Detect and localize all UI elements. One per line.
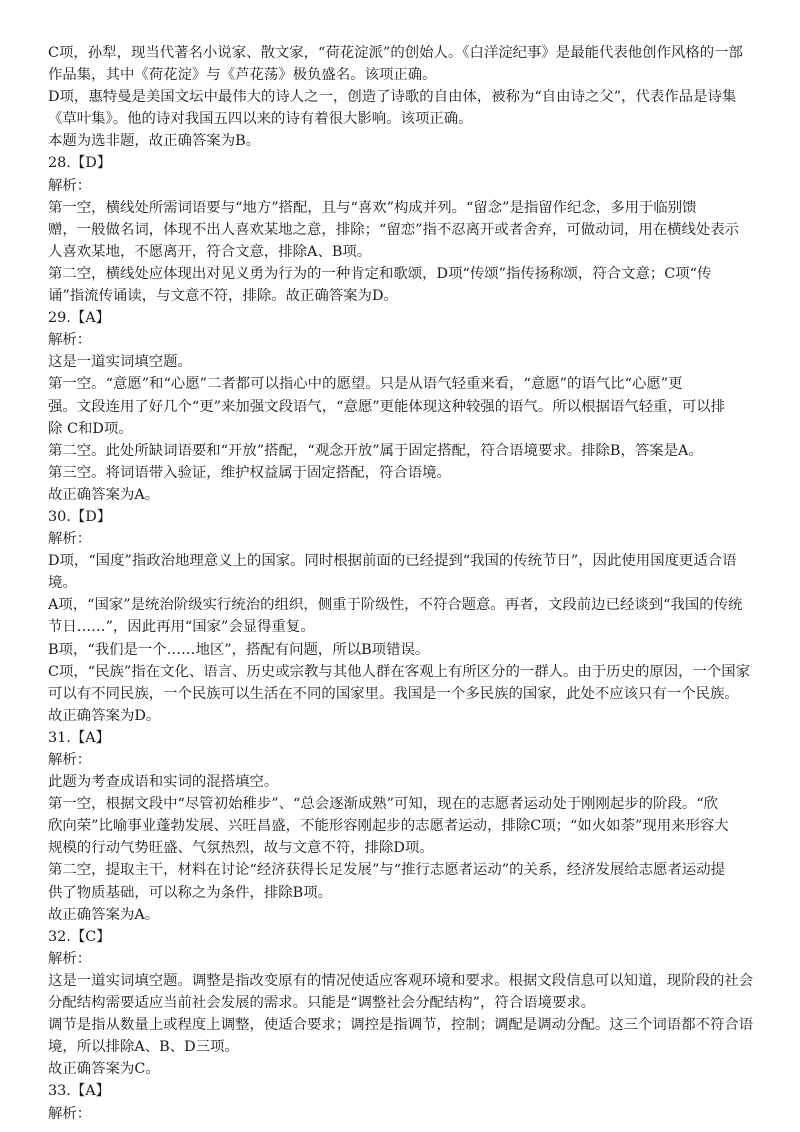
text-line: 强。文段连用了好几个“更”来加强文段语气，“意愿”更能体现这种较强的语气。所以根据语气轻重，可以排: [48, 398, 726, 415]
text-line: 第一空。“意愿”和“心愿”二者都可以指心中的愿望。只是从语气轻重来看，“意愿”的语气比“心愿”更: [48, 376, 683, 393]
text-line: 规模的行动气势旺盛、气氛热烈，故与文意不符，排除D项。: [48, 840, 434, 857]
text-line: 《草叶集》。他的诗对我国五四以来的诗有着很大影响。该项正确。: [48, 111, 473, 128]
text-line: 欣向荣”比喻事业蓬勃发展、兴旺昌盛，不能形容刚起步的志愿者运动，排除C项；“如火如荼”现用来形容大: [48, 818, 729, 835]
question-number: 31.【A】: [48, 729, 111, 746]
question-number: 30.【D】: [48, 508, 112, 525]
text-line: 可以有不同民族，一个民族可以生活在不同的国家里。我国是一个多民族的国家，此处不应该只有一个民族。: [48, 685, 739, 702]
text-line: B项，“我们是一个……地区”，搭配有问题，所以B项错误。: [48, 641, 430, 658]
text-line: 节日……”，因此再用“国家”会显得重复。: [48, 619, 315, 636]
analysis-label: 解析：: [48, 177, 92, 194]
text-line: C项，“民族”指在文化、语言、历史或宗教与其他人群在客观上有所区分的一群人。由于历史的原因，一个国家: [48, 663, 751, 680]
question-number: 33.【A】: [48, 1083, 111, 1100]
text-line: 供了物质基础，可以称之为条件，排除B项。: [48, 884, 332, 901]
text-line: 境，所以排除A、B、D三项。: [48, 1039, 239, 1056]
text-line: D项，“国度”指政治地理意义上的国家。同时根据前面的已经提到“我国的传统节日”，因此使用国度更适合语: [48, 553, 737, 570]
text-line: 第三空。将词语带入验证，维护权益属于固定搭配，符合语境。: [48, 464, 451, 481]
text-line: 诵”指流传诵读，与文意不符，排除。故正确答案为D。: [48, 288, 398, 305]
text-line: D项，惠特曼是美国文坛中最伟大的诗人之一，创造了诗歌的自由体，被称为“自由诗之父”，代表作品是诗集: [48, 89, 737, 106]
text-line: 故正确答案为C。: [48, 1061, 160, 1078]
text-line: 调节是指从数量上或程度上调整，使适合要求；调控是指调节，控制；调配是调动分配。这三个词语都不符合语: [48, 1017, 754, 1034]
text-line: 这是一道实词填空题。调整是指改变原有的情况使适应客观环境和要求。根据文段信息可以知道，现阶段的社会: [48, 972, 754, 989]
text-line: 境。: [48, 575, 77, 592]
text-line: 赠，一般做名词，体现不出人喜欢某地之意，排除；“留恋”指不忍离开或者舍弃，可做动词，用在横线处表示: [48, 221, 740, 238]
text-line: 第一空，横线处所需词语要与“地方”搭配，且与“喜欢”构成并列。“留念”是指留作纪念，多用于临别馈: [48, 199, 697, 216]
text-line: 第二空，提取主干，材料在讨论“经济获得长足发展”与“推行志愿者运动”的关系，经济发展给志愿者运动提: [48, 862, 726, 879]
text-line: 人喜欢某地，不愿离开，符合文意，排除A、B项。: [48, 243, 372, 260]
text-line: 此题为考查成语和实词的混搭填空。: [48, 774, 279, 791]
text-line: 故正确答案为A。: [48, 906, 160, 923]
text-line: 作品集，其中《荷花淀》与《芦花荡》极负盛名。该项正确。: [48, 67, 437, 84]
text-line: 第一空，根据文段中“尽管初始稚步”、“总会逐渐成熟”可知，现在的志愿者运动处于刚刚起步的阶段。“欣: [48, 796, 718, 813]
analysis-label: 解析：: [48, 752, 92, 768]
text-line: 除 C和D项。: [48, 420, 133, 437]
text-line: 第二空，横线处应体现出对见义勇为行为的一种肯定和歌颂，D项“传颂”指传扬称颂，符合文意；C项“传: [48, 265, 712, 282]
analysis-label: 解析：: [48, 531, 92, 548]
question-number: 32.【C】: [48, 928, 111, 945]
text-line: 这是一道实词填空题。: [48, 354, 192, 371]
document-page: [48, 42, 764, 1125]
question-number: 29.【A】: [48, 310, 111, 327]
analysis-label: 解析：: [48, 332, 92, 349]
text-line: C项，孙犁，现当代著名小说家、散文家，“荷花淀派”的创始人。《白洋淀纪事》是最能代表他创作风格的一部: [48, 45, 743, 61]
analysis-label: 解析：: [48, 1105, 92, 1122]
text-line: 故正确答案为D。: [48, 707, 161, 724]
analysis-label: 解析：: [48, 950, 92, 967]
text-line: A项，“国家”是统治阶级实行统治的组织，侧重于阶级性，不符合题意。再者，文段前边已经谈到“我国的传统: [48, 597, 743, 614]
text-line: 第二空。此处所缺词语要和“开放”搭配，“观念开放”属于固定搭配，符合语境要求。排除B，答案是A。: [48, 442, 703, 459]
text-line: 故正确答案为A。: [48, 486, 160, 503]
text-line: 分配结构需要适应当前社会发展的需求。只能是“调整社会分配结构”，符合语境要求。: [48, 995, 596, 1012]
text-line: 本题为选非题，故正确答案为B。: [48, 133, 261, 150]
question-number: 28.【D】: [48, 155, 112, 172]
